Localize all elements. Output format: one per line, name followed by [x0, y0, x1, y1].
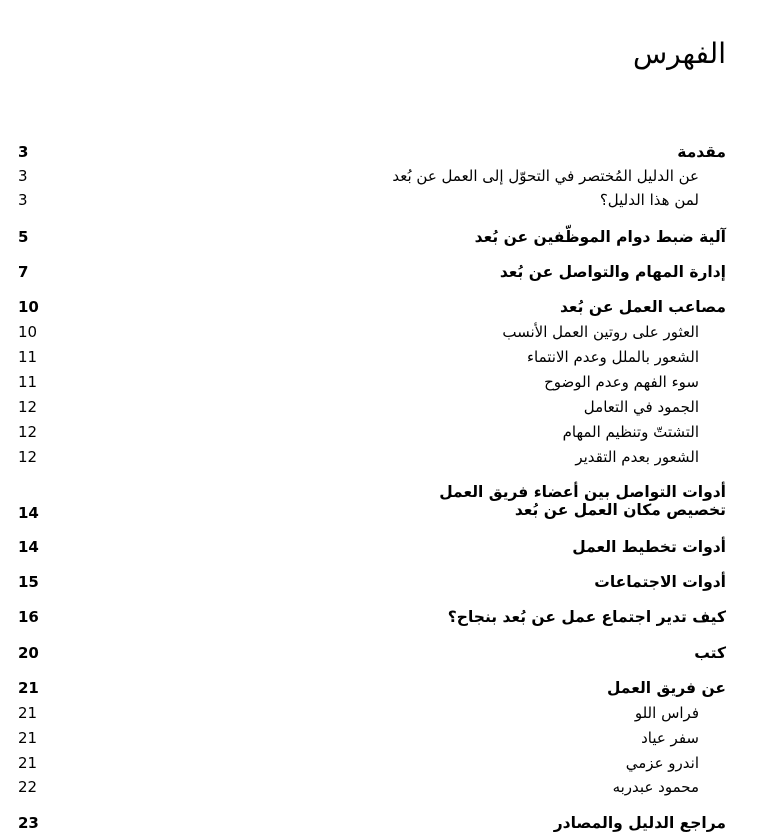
toc-entry-page: 21 — [18, 704, 38, 722]
toc-entry[interactable] — [0, 572, 768, 592]
toc-entry-page: 16 — [18, 608, 39, 626]
toc-entry-title: العثور على روتين العمل الأنسب — [502, 323, 699, 341]
toc-subentry[interactable] — [0, 703, 768, 723]
toc-entry-title: الشعور بالملل وعدم الانتماء — [526, 348, 699, 366]
toc-entry-page: 21 — [18, 729, 38, 747]
toc-subentry[interactable] — [0, 397, 768, 417]
toc-entry-page: 3 — [18, 191, 28, 209]
toc-entry[interactable] — [0, 297, 768, 317]
toc-entry-title: كتب — [694, 644, 726, 662]
toc-subentry[interactable] — [0, 753, 768, 773]
toc-entry-title: إدارة المهام والتواصل عن بُعد — [499, 263, 726, 281]
toc-entry-page: 3 — [18, 167, 28, 185]
toc-entry-page: 15 — [18, 573, 39, 591]
toc-subentry[interactable] — [0, 322, 768, 342]
toc-entry-page: 11 — [18, 348, 38, 366]
toc-subentry[interactable] — [0, 777, 768, 797]
toc-entry-page: 21 — [18, 679, 39, 697]
toc-subentry[interactable] — [0, 190, 768, 210]
toc-entry[interactable] — [0, 483, 768, 523]
toc-entry-title: عن الدليل المُختصر في التحوّل إلى العمل عن بُعد — [392, 167, 699, 185]
toc-entry-page: 10 — [18, 298, 39, 316]
toc-entry-title — [439, 483, 726, 519]
toc-subentry[interactable] — [0, 447, 768, 467]
toc-entry[interactable] — [0, 142, 768, 162]
toc-entry-title: مصاعب العمل عن بُعد — [559, 298, 726, 316]
toc-entry-title: لمن هذا الدليل؟ — [599, 191, 699, 209]
toc-entry-title: التشتتّ وتنظيم المهام — [562, 423, 699, 441]
toc-entry-page: 12 — [18, 423, 38, 441]
toc-entry[interactable] — [0, 643, 768, 663]
toc-entry-title-line: تخصيص مكان العمل عن بُعد — [514, 501, 726, 519]
toc-subentry[interactable] — [0, 372, 768, 392]
toc-subentry[interactable] — [0, 347, 768, 367]
toc-entry-title: الجمود في التعامل — [583, 398, 699, 416]
toc-subentry[interactable] — [0, 422, 768, 442]
toc-entry-page: 5 — [18, 228, 29, 246]
toc-entry-page: 12 — [18, 398, 38, 416]
toc-entry-page: 7 — [18, 263, 29, 281]
toc-entry-title: الشعور بعدم التقدير — [575, 448, 699, 466]
toc-entry-title: كيف تدير اجتماع عمل عن بُعد بنجاح؟ — [447, 608, 726, 626]
toc-entry-page: 14 — [18, 538, 39, 556]
toc-entry-title: أدوات تخطيط العمل — [572, 538, 726, 556]
toc-entry[interactable] — [0, 262, 768, 282]
toc-entry-title: فراس اللو — [634, 704, 699, 722]
toc-entry-title: آلية ضبط دوام الموظّفين عن بُعد — [474, 228, 726, 246]
toc-entry-title: مقدمة — [677, 143, 726, 161]
toc-entry[interactable] — [0, 813, 768, 833]
page-title: الفهرس — [632, 37, 726, 70]
toc-entry-title: أدوات الاجتماعات — [594, 573, 726, 591]
toc-entry-page: 14 — [18, 504, 39, 522]
toc-entry[interactable] — [0, 537, 768, 557]
toc-entry-page: 22 — [18, 778, 38, 796]
toc-entry-title-line: أدوات التواصل بين أعضاء فريق العمل — [439, 483, 726, 501]
toc-entry-title: محمود عبدربه — [612, 778, 699, 796]
toc-entry-title: اندرو عزمي — [625, 754, 699, 772]
toc-entry-page: 10 — [18, 323, 38, 341]
toc-subentry[interactable] — [0, 166, 768, 186]
toc-entry-title: مراجع الدليل والمصادر — [553, 814, 726, 832]
toc-entry[interactable] — [0, 227, 768, 247]
toc-entry-title: عن فريق العمل — [606, 679, 726, 697]
toc-entry-page: 11 — [18, 373, 38, 391]
toc-entry[interactable] — [0, 607, 768, 627]
toc-entry-page: 23 — [18, 814, 39, 832]
toc-entry-page: 3 — [18, 143, 29, 161]
toc-entry[interactable] — [0, 678, 768, 698]
toc-entry-title: سفر عياد — [641, 729, 699, 747]
toc-entry-page: 21 — [18, 754, 38, 772]
toc-entry-page: 12 — [18, 448, 38, 466]
toc-entry-page: 20 — [18, 644, 39, 662]
toc-subentry[interactable] — [0, 728, 768, 748]
toc-entry-title: سوء الفهم وعدم الوضوح — [544, 373, 699, 391]
